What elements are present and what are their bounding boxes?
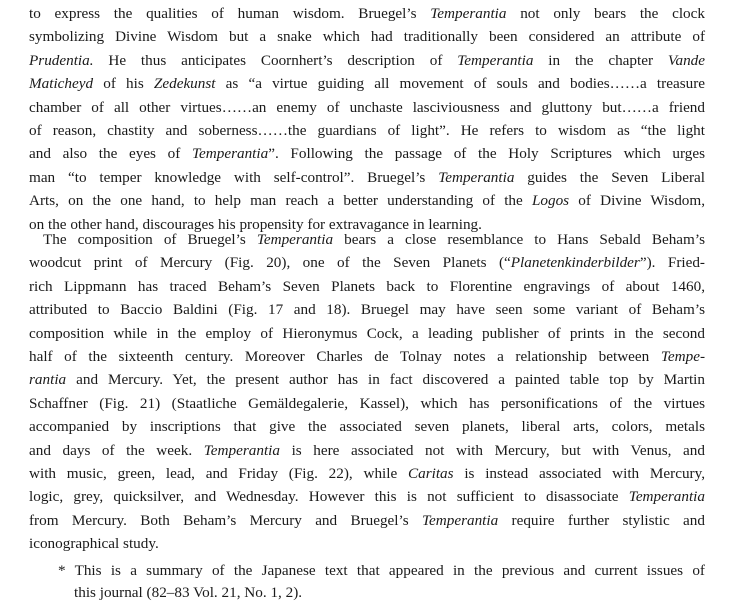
- text-line: half of the sixteenth century. Moreover Charles de Tolnay notes a relationship between Tempe-: [29, 348, 705, 366]
- footnote-line: this journal (82–83 Vol. 21, No. 1, 2).: [74, 584, 303, 601]
- text-line: logic, grey, quicksilver, and Wednesday. However this is not sufficient to disassociate Temperantia: [29, 488, 705, 506]
- text-line: man “to temper knowledge with self-control”. Bruegel’s Temperantia guides the Seven Liberal: [29, 168, 706, 186]
- body-paragraph-1: [29, 2, 705, 236]
- text-line: of reason, chastity and soberness……the guardians of light”. He refers to wisdom as “the light: [29, 122, 705, 140]
- text-line: rantia and Mercury. Yet, the present author has in fact discovered a painted table top by Martin: [29, 371, 705, 389]
- text-line: iconographical study.: [29, 535, 159, 553]
- text-line: symbolizing Divine Wisdom but a snake which had traditionally been considered an attribute of: [29, 28, 705, 46]
- body-paragraph-2: [29, 228, 705, 556]
- text-line: and also the eyes of Temperantia”. Following the passage of the Holy Scriptures which urges: [29, 145, 705, 163]
- text-line: Arts, on the one hand, to help man reach a better understanding of the Logos of Divine Wisdom,: [29, 192, 705, 210]
- text-line: chamber of all other virtues……an enemy of unchaste lasciviousness and gluttony but……a friend: [29, 98, 705, 116]
- text-line: from Mercury. Both Beham’s Mercury and Bruegel’s Temperantia require further stylistic and: [29, 511, 705, 529]
- text-line: woodcut print of Mercury (Fig. 20), one of the Seven Planets (“Planetenkinderbilder”). Fried-: [29, 254, 705, 272]
- text-line: Schaffner (Fig. 21) (Staatliche Gemäldegalerie, Kassel), which has personifications of the virtues: [29, 394, 705, 412]
- text-line: composition while in the employ of Hieronymus Cock, a leading publisher of prints in the second: [29, 324, 705, 342]
- text-line: accompanied by inscriptions that give the associated seven planets, liberal arts, colors, metals: [29, 418, 705, 436]
- text-line: rich Lippmann has traced Beham’s Seven Planets back to Florentine engravings of about 1460,: [29, 277, 705, 295]
- footnote-line: * This is a summary of the Japanese text that appeared in the previous and current issues of: [58, 562, 705, 579]
- text-line: attributed to Baccio Baldini (Fig. 17 and 18). Bruegel may have seen some variant of Beham’s: [29, 301, 705, 319]
- text-line: Prudentia. He thus anticipates Coornhert’s description of Temperantia in the chapter Vande: [29, 51, 706, 69]
- text-line: and days of the week. Temperantia is here associated not with Mercury, but with Venus, and: [29, 441, 705, 459]
- text-line: The composition of Bruegel’s Temperantia bears a close resemblance to Hans Sebald Beham’s: [43, 231, 705, 248]
- text-line: Maticheyd of his Zedekunst as “a virtue guiding all movement of souls and bodies……a treasure: [29, 75, 705, 93]
- text-line: with music, green, lead, and Friday (Fig. 22), while Caritas is instead associated with Mercury,: [29, 465, 705, 483]
- text-line: on the other hand, discourages his propensity for extravagance in learning.: [29, 215, 482, 233]
- text-line: to express the qualities of human wisdom. Bruegel’s Temperantia not only bears the clock: [29, 5, 705, 22]
- footnote: [58, 560, 705, 604]
